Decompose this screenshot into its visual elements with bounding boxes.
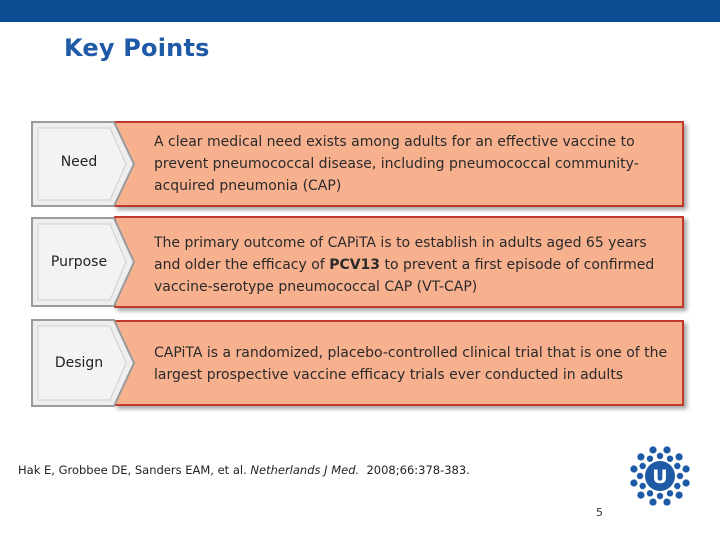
key-point-row-design <box>0 316 720 408</box>
content-box <box>114 121 684 207</box>
citation-authors: Hak E, Grobbee DE, Sanders EAM, et al. <box>18 463 247 477</box>
logo-ray <box>637 473 643 479</box>
logo-ray <box>630 479 637 486</box>
logo-ray <box>637 453 644 460</box>
content-text: A clear medical need exists among adults for an effective vaccine to prevent pneumococcal disease, including pneumococcal community-acquired pneumonia (CAP) <box>154 134 639 194</box>
label-chevron <box>30 216 138 308</box>
label-chevron <box>30 120 138 208</box>
logo-ray <box>682 465 689 472</box>
citation-details: 2008;66:378-383. <box>366 463 470 477</box>
logo-ray <box>637 491 644 498</box>
content-box <box>114 320 684 406</box>
label-text: Purpose <box>50 254 108 270</box>
content-text: CAPiTA is a randomized, placebo-controlled clinical trial that is one of the largest prospective vaccine efficacy trials ever conducted in adults <box>154 345 668 383</box>
content-text-bold: PCV13 <box>329 257 381 273</box>
key-point-row-need <box>0 118 720 208</box>
label-text: Design <box>54 355 104 371</box>
label-text: Need <box>60 154 98 170</box>
logo-ray <box>639 483 645 489</box>
logo-ray <box>657 453 663 459</box>
logo-ray <box>667 455 673 461</box>
logo-ray <box>647 455 653 461</box>
citation-journal: Netherlands J Med. <box>250 463 360 477</box>
logo-ray <box>663 498 670 505</box>
logo-ray <box>674 483 680 489</box>
logo-ray <box>657 493 663 499</box>
content-text <box>154 232 670 298</box>
logo-ray <box>682 479 689 486</box>
logo-ray <box>677 473 683 479</box>
logo-ray <box>675 491 682 498</box>
logo-ray <box>639 463 645 469</box>
page-title: Key Points <box>64 34 210 62</box>
top-bar <box>0 0 720 22</box>
content-text-part: The primary outcome of CAPiTA is to establish in adults aged 65 years and older the efficacy of <box>154 235 647 273</box>
content-box <box>114 216 684 308</box>
logo-ray <box>674 463 680 469</box>
logo-ray <box>630 465 637 472</box>
logo-ray <box>667 490 673 496</box>
logo-ray <box>675 453 682 460</box>
key-point-row-purpose <box>0 214 720 310</box>
logo-ray <box>663 446 670 453</box>
content-text-part: to prevent a first episode of confirmed vaccine-serotype pneumococcal CAP (VT-CAP) <box>154 257 655 295</box>
page-number: 5 <box>596 506 603 519</box>
logo-ray <box>649 446 656 453</box>
logo-letter: U <box>652 466 668 488</box>
logo-ray <box>649 498 656 505</box>
label-chevron <box>30 318 138 408</box>
university-sun-logo-icon <box>628 444 692 508</box>
citation <box>18 463 470 477</box>
logo-ray <box>647 490 653 496</box>
